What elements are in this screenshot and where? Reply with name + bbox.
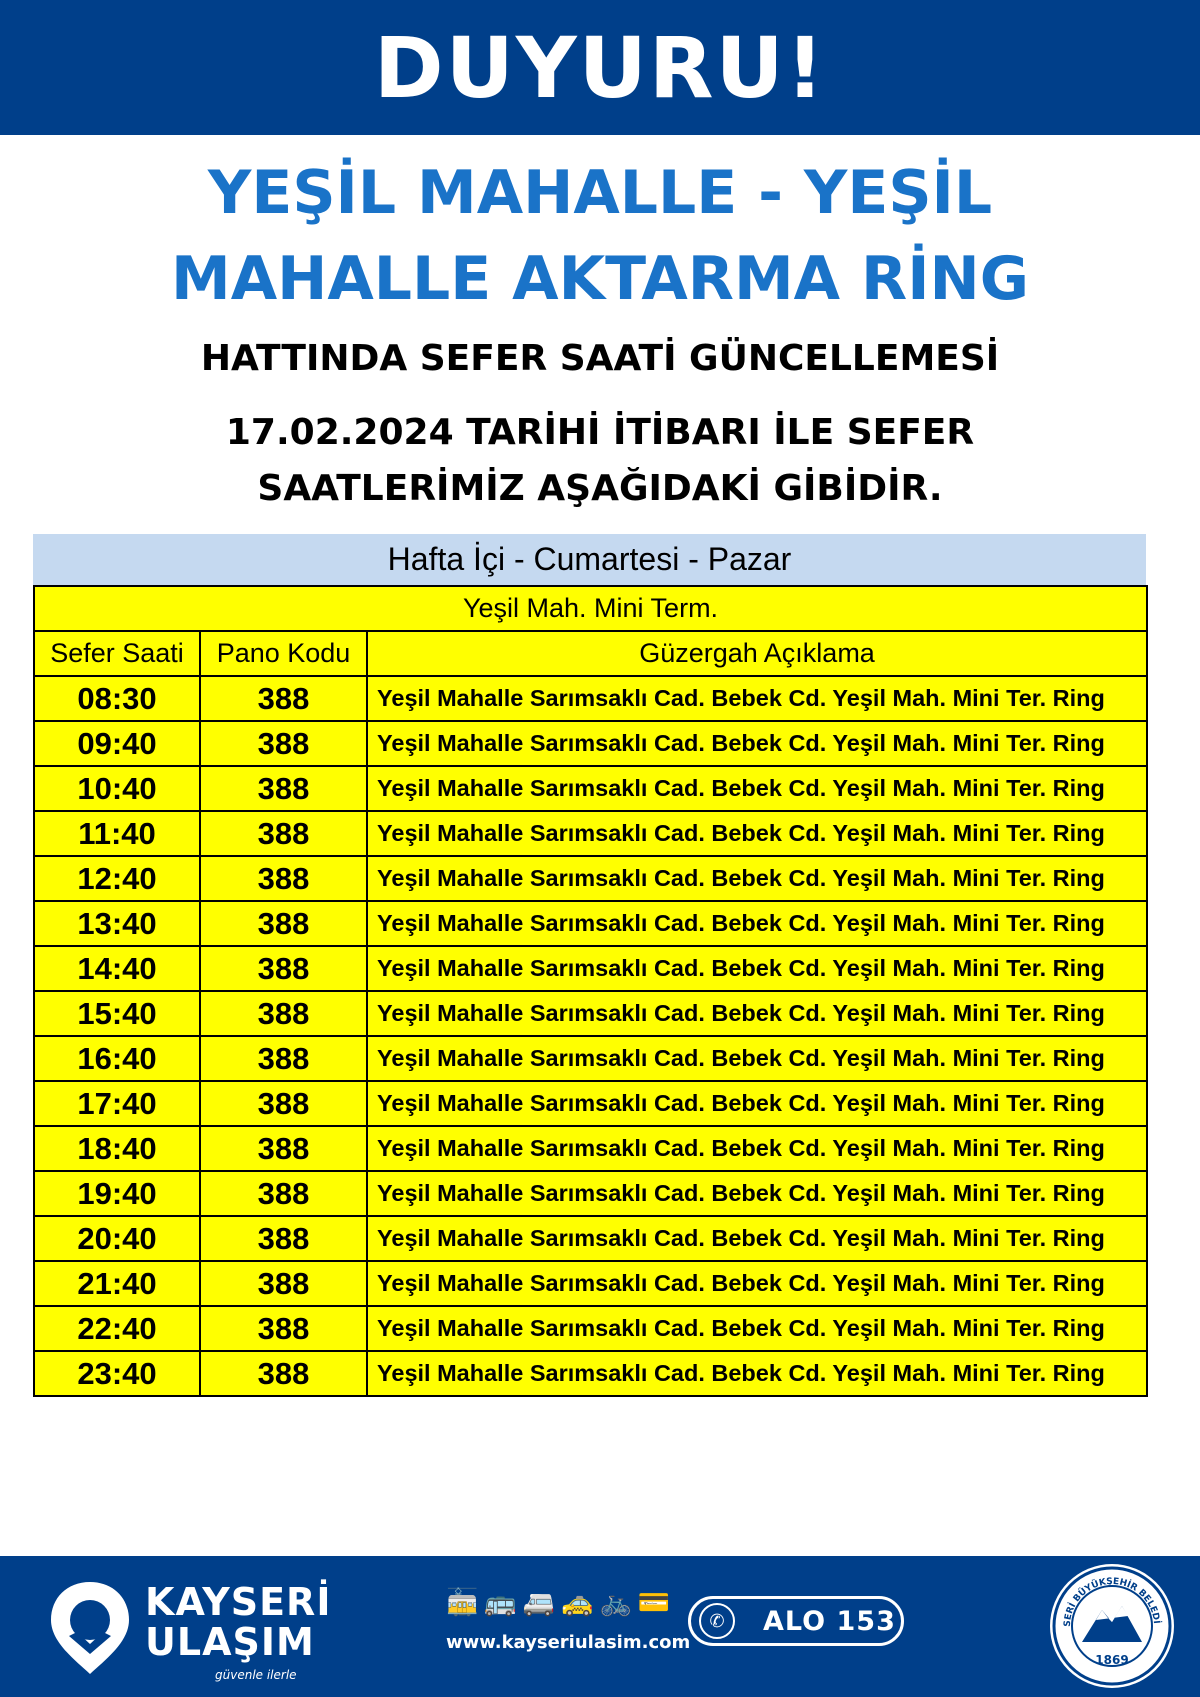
schedule-row (34, 721, 1147, 766)
column-header-time: Sefer Saati (34, 631, 200, 676)
timetable (33, 585, 1148, 1397)
schedule-row (34, 1351, 1147, 1396)
announcement-title: DUYURU! (373, 18, 827, 117)
schedule-row (34, 1171, 1147, 1216)
route-description: Yeşil Mahalle Sarımsaklı Cad. Bebek Cd. Yeşil Mah. Mini Ter. Ring (367, 766, 1147, 811)
notice-line2: SAATLERİMİZ AŞAĞIDAKİ GİBİDİR. (257, 468, 943, 509)
days-band: Hafta İçi - Cumartesi - Pazar (33, 534, 1146, 585)
departure-time: 23:40 (34, 1351, 200, 1396)
website-link[interactable]: www.kayseriulasim.com (446, 1632, 691, 1653)
route-name-line2: MAHALLE AKTARMA RİNG (171, 244, 1029, 314)
route-code: 388 (200, 1081, 367, 1126)
route-description: Yeşil Mahalle Sarımsaklı Cad. Bebek Cd. Yeşil Mah. Mini Ter. Ring (367, 1261, 1147, 1306)
bus-icon: 🚌 (484, 1588, 517, 1618)
route-code: 388 (200, 1036, 367, 1081)
route-code: 388 (200, 901, 367, 946)
route-description: Yeşil Mahalle Sarımsaklı Cad. Bebek Cd. Yeşil Mah. Mini Ter. Ring (367, 1126, 1147, 1171)
schedule-row (34, 1081, 1147, 1126)
departure-time: 16:40 (34, 1036, 200, 1081)
tram-icon: 🚋 (446, 1588, 479, 1618)
column-header-route: Güzergah Açıklama (367, 631, 1147, 676)
route-description: Yeşil Mahalle Sarımsaklı Cad. Bebek Cd. Yeşil Mah. Mini Ter. Ring (367, 1171, 1147, 1216)
departure-time: 10:40 (34, 766, 200, 811)
update-subtitle: HATTINDA SEFER SAATİ GÜNCELLEMESİ (200, 338, 1000, 379)
route-code: 388 (200, 766, 367, 811)
stop-row (34, 586, 1147, 631)
route-code: 388 (200, 856, 367, 901)
route-name (0, 150, 1200, 322)
route-code: 388 (200, 1171, 367, 1216)
route-description: Yeşil Mahalle Sarımsaklı Cad. Bebek Cd. Yeşil Mah. Mini Ter. Ring (367, 1081, 1147, 1126)
route-description: Yeşil Mahalle Sarımsaklı Cad. Bebek Cd. Yeşil Mah. Mini Ter. Ring (367, 1306, 1147, 1351)
departure-time: 21:40 (34, 1261, 200, 1306)
schedule-row (34, 811, 1147, 856)
route-description: Yeşil Mahalle Sarımsaklı Cad. Bebek Cd. Yeşil Mah. Mini Ter. Ring (367, 1216, 1147, 1261)
hotline-number: ALO 153 (763, 1605, 896, 1637)
schedule-row (34, 856, 1147, 901)
route-name-line1: YEŞİL MAHALLE - YEŞİL (207, 158, 993, 228)
taxi-icon: 🚕 (561, 1588, 594, 1618)
bicycle-icon: 🚲 (599, 1588, 632, 1618)
departure-time: 11:40 (34, 811, 200, 856)
route-code: 388 (200, 1306, 367, 1351)
departure-time: 22:40 (34, 1306, 200, 1351)
notice-line1: 17.02.2024 TARİHİ İTİBARI İLE SEFER (225, 412, 975, 453)
route-description: Yeşil Mahalle Sarımsaklı Cad. Bebek Cd. Yeşil Mah. Mini Ter. Ring (367, 856, 1147, 901)
schedule-row (34, 766, 1147, 811)
departure-time: 14:40 (34, 946, 200, 991)
brand-line2: ULAŞIM (145, 1620, 315, 1664)
departure-time: 13:40 (34, 901, 200, 946)
card-icon: 💳 (637, 1588, 671, 1618)
header-banner (0, 0, 1200, 135)
seal-year: 1869 (1095, 1653, 1129, 1667)
schedule-row (34, 946, 1147, 991)
brand-slogan: güvenle ilerle (215, 1668, 297, 1682)
route-code: 388 (200, 1351, 367, 1396)
schedule-row (34, 1306, 1147, 1351)
departure-time: 09:40 (34, 721, 200, 766)
route-description: Yeşil Mahalle Sarımsaklı Cad. Bebek Cd. Yeşil Mah. Mini Ter. Ring (367, 721, 1147, 766)
kayseri-ulasim-logo (45, 1574, 365, 1684)
route-code: 388 (200, 1126, 367, 1171)
column-header-row (34, 631, 1147, 676)
schedule-row (34, 1261, 1147, 1306)
schedule-row (34, 1036, 1147, 1081)
departure-time: 20:40 (34, 1216, 200, 1261)
schedule-row (34, 1126, 1147, 1171)
route-description: Yeşil Mahalle Sarımsaklı Cad. Bebek Cd. Yeşil Mah. Mini Ter. Ring (367, 991, 1147, 1036)
departure-time: 18:40 (34, 1126, 200, 1171)
footer-bar (0, 1556, 1200, 1697)
route-description: Yeşil Mahalle Sarımsaklı Cad. Bebek Cd. Yeşil Mah. Mini Ter. Ring (367, 811, 1147, 856)
brand-line1: KAYSERİ (145, 1580, 332, 1624)
route-description: Yeşil Mahalle Sarımsaklı Cad. Bebek Cd. Yeşil Mah. Mini Ter. Ring (367, 946, 1147, 991)
schedule-row (34, 1216, 1147, 1261)
departure-time: 19:40 (34, 1171, 200, 1216)
route-code: 388 (200, 1261, 367, 1306)
minibus-icon: 🚐 (522, 1588, 556, 1618)
route-code: 388 (200, 946, 367, 991)
column-header-code: Pano Kodu (200, 631, 367, 676)
route-code: 388 (200, 811, 367, 856)
departure-time: 17:40 (34, 1081, 200, 1126)
municipality-seal (1050, 1564, 1174, 1688)
phone-icon: ✆ (699, 1603, 735, 1639)
route-description: Yeşil Mahalle Sarımsaklı Cad. Bebek Cd. Yeşil Mah. Mini Ter. Ring (367, 901, 1147, 946)
route-code: 388 (200, 991, 367, 1036)
stop-name: Yeşil Mah. Mini Term. (34, 586, 1147, 631)
effective-date-notice (0, 405, 1200, 517)
route-code: 388 (200, 676, 367, 721)
departure-time: 08:30 (34, 676, 200, 721)
schedule-row (34, 991, 1147, 1036)
route-description: Yeşil Mahalle Sarımsaklı Cad. Bebek Cd. Yeşil Mah. Mini Ter. Ring (367, 1036, 1147, 1081)
transport-icons (446, 1588, 671, 1624)
departure-time: 12:40 (34, 856, 200, 901)
departure-time: 15:40 (34, 991, 200, 1036)
route-description: Yeşil Mahalle Sarımsaklı Cad. Bebek Cd. Yeşil Mah. Mini Ter. Ring (367, 1351, 1147, 1396)
schedule-row (34, 901, 1147, 946)
location-pin-icon (45, 1578, 135, 1678)
seal-text: SERİ BÜYÜKŞEHİR BELEDİ (1062, 1576, 1161, 1628)
route-description: Yeşil Mahalle Sarımsaklı Cad. Bebek Cd. Yeşil Mah. Mini Ter. Ring (367, 676, 1147, 721)
schedule-row (34, 676, 1147, 721)
route-code: 388 (200, 721, 367, 766)
schedule-table (33, 534, 1146, 1397)
hotline-badge[interactable] (688, 1596, 904, 1646)
seal-emblem-icon (1050, 1564, 1174, 1688)
route-code: 388 (200, 1216, 367, 1261)
